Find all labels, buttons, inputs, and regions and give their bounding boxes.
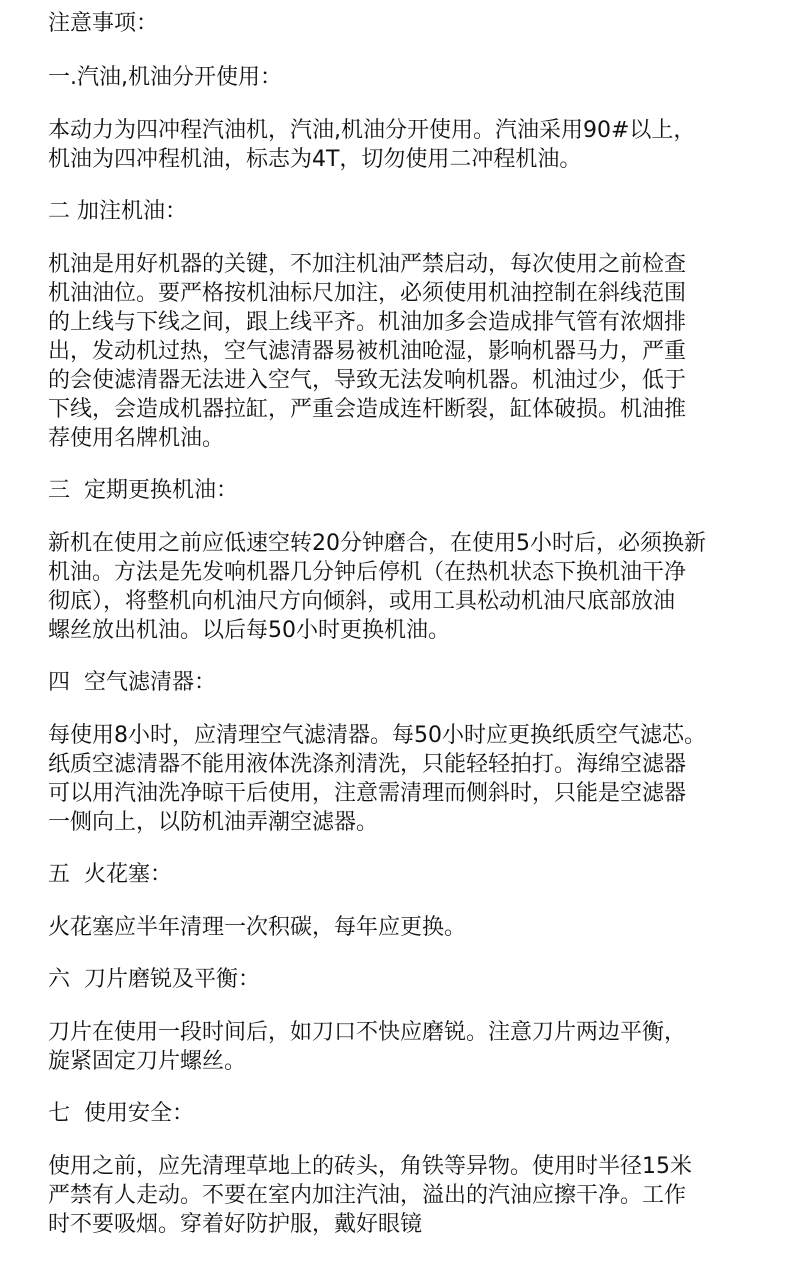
text-line: 螺丝放出机油。以后每50小时更换机油。 <box>48 618 450 643</box>
section-body <box>48 721 748 837</box>
text-line: 时不要吸烟。穿着好防护服，戴好眼镜 <box>48 1212 423 1237</box>
text-line: 每使用8小时，应清理空气滤清器。每50小时应更换纸质空气滤芯。 <box>48 723 706 748</box>
text-line: 机油为四冲程机油，标志为4T，切勿使用二冲程机油。 <box>48 147 582 172</box>
section-heading: 三 定期更换机油： <box>48 478 238 503</box>
text-line: 火花塞应半年清理一次积碳，每年应更换。 <box>48 915 467 940</box>
section-heading: 五 火花塞： <box>48 862 172 887</box>
text-line: 下线，会造成机器拉缸，严重会造成连杆断裂，缸体破损。机油推 <box>48 397 687 422</box>
text-line: 新机在使用之前应低速空转20分钟磨合，在使用5小时后，必须换新 <box>48 531 706 556</box>
document-page <box>48 8 748 1261</box>
section-heading: 四 空气滤清器： <box>48 670 216 695</box>
text-line: 彻底），将整机向机油尺方向倾斜，或用工具松动机油尺底部放油 <box>48 589 676 614</box>
text-line: 本动力为四冲程汽油机，汽油,机油分开使用。汽油采用90#以上， <box>48 118 696 143</box>
text-line: 机油油位。要严格按机油标尺加注，必须使用机油控制在斜线范围 <box>48 281 687 306</box>
section-heading: 七 使用安全： <box>48 1101 194 1126</box>
text-line: 纸质空滤清器不能用液体洗涤剂清洗，只能轻轻拍打。海绵空滤器 <box>48 752 687 777</box>
section-add-oil <box>48 196 748 453</box>
text-line: 一侧向上，以防机油弄潮空滤器。 <box>48 810 379 835</box>
text-line: 使用之前，应先清理草地上的砖头，角铁等异物。使用时半径15米 <box>48 1154 692 1179</box>
text-line: 旋紧固定刀片螺丝。 <box>48 1049 247 1074</box>
section-body <box>48 913 748 942</box>
text-line: 可以用汽油洗净晾干后使用，注意需清理而侧斜时，只能是空滤器 <box>48 781 687 806</box>
section-gasoline-oil <box>48 62 748 174</box>
section-air-filter <box>48 667 748 837</box>
text-line: 的会使滤清器无法进入空气，导致无法发响机器。机油过少，低于 <box>48 368 687 393</box>
section-heading: 六 刀片磨锐及平衡： <box>48 967 260 992</box>
text-line: 机油是用好机器的关键，不加注机油严禁启动，每次使用之前检查 <box>48 252 687 277</box>
section-body <box>48 1018 748 1076</box>
text-line: 的上线与下线之间，跟上线平齐。机油加多会造成排气管有浓烟排 <box>48 310 687 335</box>
section-safety <box>48 1098 748 1239</box>
section-spark-plug <box>48 859 748 942</box>
text-line: 严禁有人走动。不要在室内加注汽油，溢出的汽油应擦干净。工作 <box>48 1183 687 1208</box>
section-body <box>48 1152 748 1239</box>
text-line: 刀片在使用一段时间后，如刀口不快应磨锐。注意刀片两边平衡， <box>48 1020 687 1045</box>
text-line: 机油。方法是先发响机器几分钟后停机（在热机状态下换机油干净 <box>48 560 687 585</box>
document-title: 注意事项： <box>48 11 159 36</box>
text-line: 出，发动机过热，空气滤清器易被机油呛湿，影响机器马力，严重 <box>48 339 687 364</box>
section-blade <box>48 964 748 1076</box>
section-body <box>48 250 748 453</box>
section-oil-change <box>48 475 748 645</box>
section-heading: 一.汽油,机油分开使用： <box>48 65 282 90</box>
section-body <box>48 116 748 174</box>
section-body <box>48 529 748 645</box>
text-line: 荐使用名牌机油。 <box>48 426 225 451</box>
section-heading: 二 加注机油： <box>48 199 187 224</box>
